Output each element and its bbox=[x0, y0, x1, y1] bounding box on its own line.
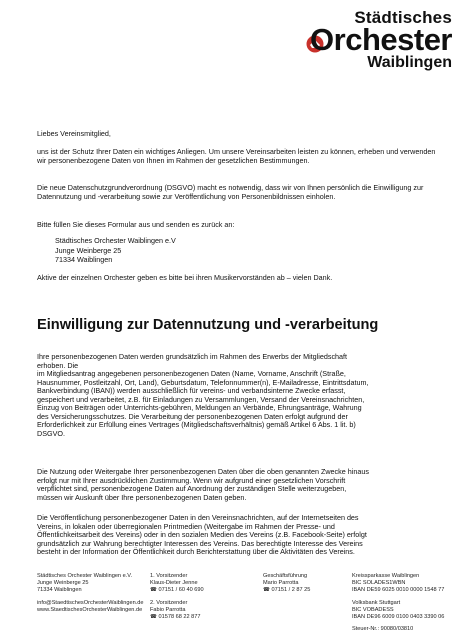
footer-banking bbox=[352, 573, 444, 633]
text-line: Erforderlichkeit zur Erfüllung eines Vertrages (Mitgliedschaftsverhältnis) gemäß Artikel 6 Abs. 1 lit. b) bbox=[37, 420, 356, 430]
footer-website-link[interactable]: www.StaedtischesOrchesterWaiblingen.de bbox=[37, 606, 143, 613]
footer-line: BIC SOLADES1WBN bbox=[352, 579, 406, 586]
address-line: Städtisches Orchester Waiblingen e.V bbox=[55, 236, 176, 245]
footer-phone: ☎ 07151 / 60 40 690 bbox=[150, 586, 204, 593]
text-line: Die Nutzung oder Weitergabe Ihrer personenbezogenen Daten über die oben genannten Zwecke hinaus bbox=[37, 467, 369, 476]
text-line: erhoben. Die bbox=[37, 360, 79, 370]
logo-line-orchester: Orchester bbox=[310, 22, 452, 57]
footer-association bbox=[37, 573, 144, 614]
text-line: Einzug von Beiträgen oder Unterrichts-gebühren, Meldungen an Verbände, Ehrungsanträge, Wahrung bbox=[37, 403, 362, 413]
footer-line: BIC VOBADESS bbox=[352, 606, 394, 613]
text-line: des Versicherungsschutzes. Die Verarbeitung der personenbezogenen Daten erfolgt aufgrund der bbox=[37, 411, 348, 421]
text-line: erfolgt nur mit Ihrer ausdrücklichen Zustimmung. Wenn wir aufgrund einer gesetzlichen Vorschrift bbox=[37, 475, 346, 485]
footer-phone: ☎ 07151 / 2 87 25 bbox=[263, 586, 311, 593]
greeting: Liebes Vereinsmitglied, bbox=[37, 129, 111, 138]
footer-phone: ☎ 01578 68 22 877 bbox=[150, 613, 201, 620]
publication-paragraph bbox=[37, 514, 447, 557]
dsgvo-paragraph: Die neue Datenschutzgrundverordnung (DSGVO) macht es notwendig, dass wir von Ihnen persönlich die Einwilligung zur Datennutzung und -verarbeitung sowie zur Veröffentlichung von Personenbildnissen einholen. bbox=[37, 183, 424, 201]
footer-line: 71334 Waiblingen bbox=[37, 586, 82, 593]
footer-line: Geschäftsführung bbox=[263, 573, 308, 579]
text-line: Öffentlichkeitsarbeit des Vereins) oder in den sozialen Medien des Vereins (z.B. Facebook-Seite) erfolgt bbox=[37, 530, 367, 540]
text-line: gespeichert und verarbeitet, z.B. für Einladungen zu Versammlungen, Versand der Vereinsnachrichten, bbox=[37, 394, 365, 404]
logo-line-waiblingen: Waiblingen bbox=[367, 54, 452, 71]
data-sharing-paragraph bbox=[37, 468, 447, 502]
footer-line: IBAN DE96 6009 0100 0403 3390 06 bbox=[352, 613, 445, 620]
text-line: Bankverbindung (IBAN)) werden ausschließlich für vereins- und verbandsinterne Zwecke erfasst, bbox=[37, 386, 346, 396]
text-line: grundsätzlich zur Wahrung berechtigter Interessen des Vereins. Das berechtigte Interesse des Vereins bbox=[37, 538, 363, 548]
footer-line: Volksbank Stuttgart bbox=[352, 599, 401, 606]
text-line: DSGVO. bbox=[37, 428, 65, 438]
intro-paragraph: uns ist der Schutz Ihrer Daten ein wichtiges Anliegen. Um unsere Vereinsarbeiten leisten zu können, erheben und verwenden wir personenbezogene Daten von Ihnen im Rahmen der gesetzlichen Bestimmungen. bbox=[37, 147, 436, 165]
text-line: verpflichtet sind, personenbezogene Daten auf Anordnung der zuständigen Stelle weiterzugeben, bbox=[37, 484, 347, 494]
footer-line: Städtisches Orchester Waiblingen e.V. bbox=[37, 573, 133, 579]
address-line: 71334 Waiblingen bbox=[55, 255, 113, 265]
footer-tax-number: Steuer-Nr.: 90080/03810 bbox=[352, 626, 414, 633]
form-title: Einwilligung zur Datennutzung und -verarbeitung bbox=[37, 317, 379, 333]
footer-line: Klaus-Dieter Jenne bbox=[150, 579, 198, 586]
footer-email-link[interactable]: info@StaedtischesOrchesterWaiblingen.de bbox=[37, 599, 144, 606]
text-line: Die Veröffentlichung personenbezogener Daten in den Vereinsnachrichten, auf der Internetseiten des bbox=[37, 513, 359, 522]
text-line: Ihre personenbezogenen Daten werden grundsätzlich im Rahmen des Erwerbs der Mitgliedschaft bbox=[37, 352, 348, 361]
footer-board bbox=[150, 573, 204, 620]
return-instruction: Bitte füllen Sie dieses Formular aus und senden es zurück an: bbox=[37, 220, 235, 229]
address-line: Junge Weinberge 25 bbox=[55, 245, 122, 255]
text-line: Hausnummer, Postleitzahl, Ort, Land), Geburtsdatum, Telefonnummer(n), E-Mailadresse, Eintrittsdatum, bbox=[37, 377, 369, 387]
footer-management bbox=[263, 573, 310, 594]
footer-line: Kreissparkasse Waiblingen bbox=[352, 573, 420, 579]
footer-line: Junge Weinberge 25 bbox=[37, 579, 89, 586]
text-line: Vereins, in lokalen oder überregionalen Printmedien (Weitergabe im Rahmen der Presse- und bbox=[37, 521, 335, 531]
thanks-note: Aktive der einzelnen Orchester geben es bitte bei ihren Musikervorständen ab – vielen Dank. bbox=[37, 273, 333, 282]
footer-line: Mario Parrotta bbox=[263, 579, 299, 586]
orchestra-logo bbox=[242, 8, 452, 70]
footer-line: 1. Vorsitzender bbox=[150, 573, 188, 579]
footer-line: 2. Vorsitzender bbox=[150, 599, 188, 606]
logo-line-staedtisches: Städtisches bbox=[354, 8, 452, 27]
footer-line: IBAN DE59 6025 0010 0000 1548 77 bbox=[352, 586, 445, 593]
text-line: besteht in der Information der Öffentlichkeit durch Berichterstattung über die Aktivitäten des Vereins. bbox=[37, 547, 355, 557]
data-collection-paragraph bbox=[37, 353, 447, 438]
footer-line: Fabio Parrotta bbox=[150, 606, 186, 613]
return-address bbox=[55, 236, 176, 265]
text-line: müssen wir Auskunft über Ihre personenbezogenen Daten geben. bbox=[37, 492, 247, 502]
text-line: im Mitgliedsantrag angegebenen personenbezogenen Daten (Name, Vorname, Anschrift (Straße, bbox=[37, 369, 346, 379]
